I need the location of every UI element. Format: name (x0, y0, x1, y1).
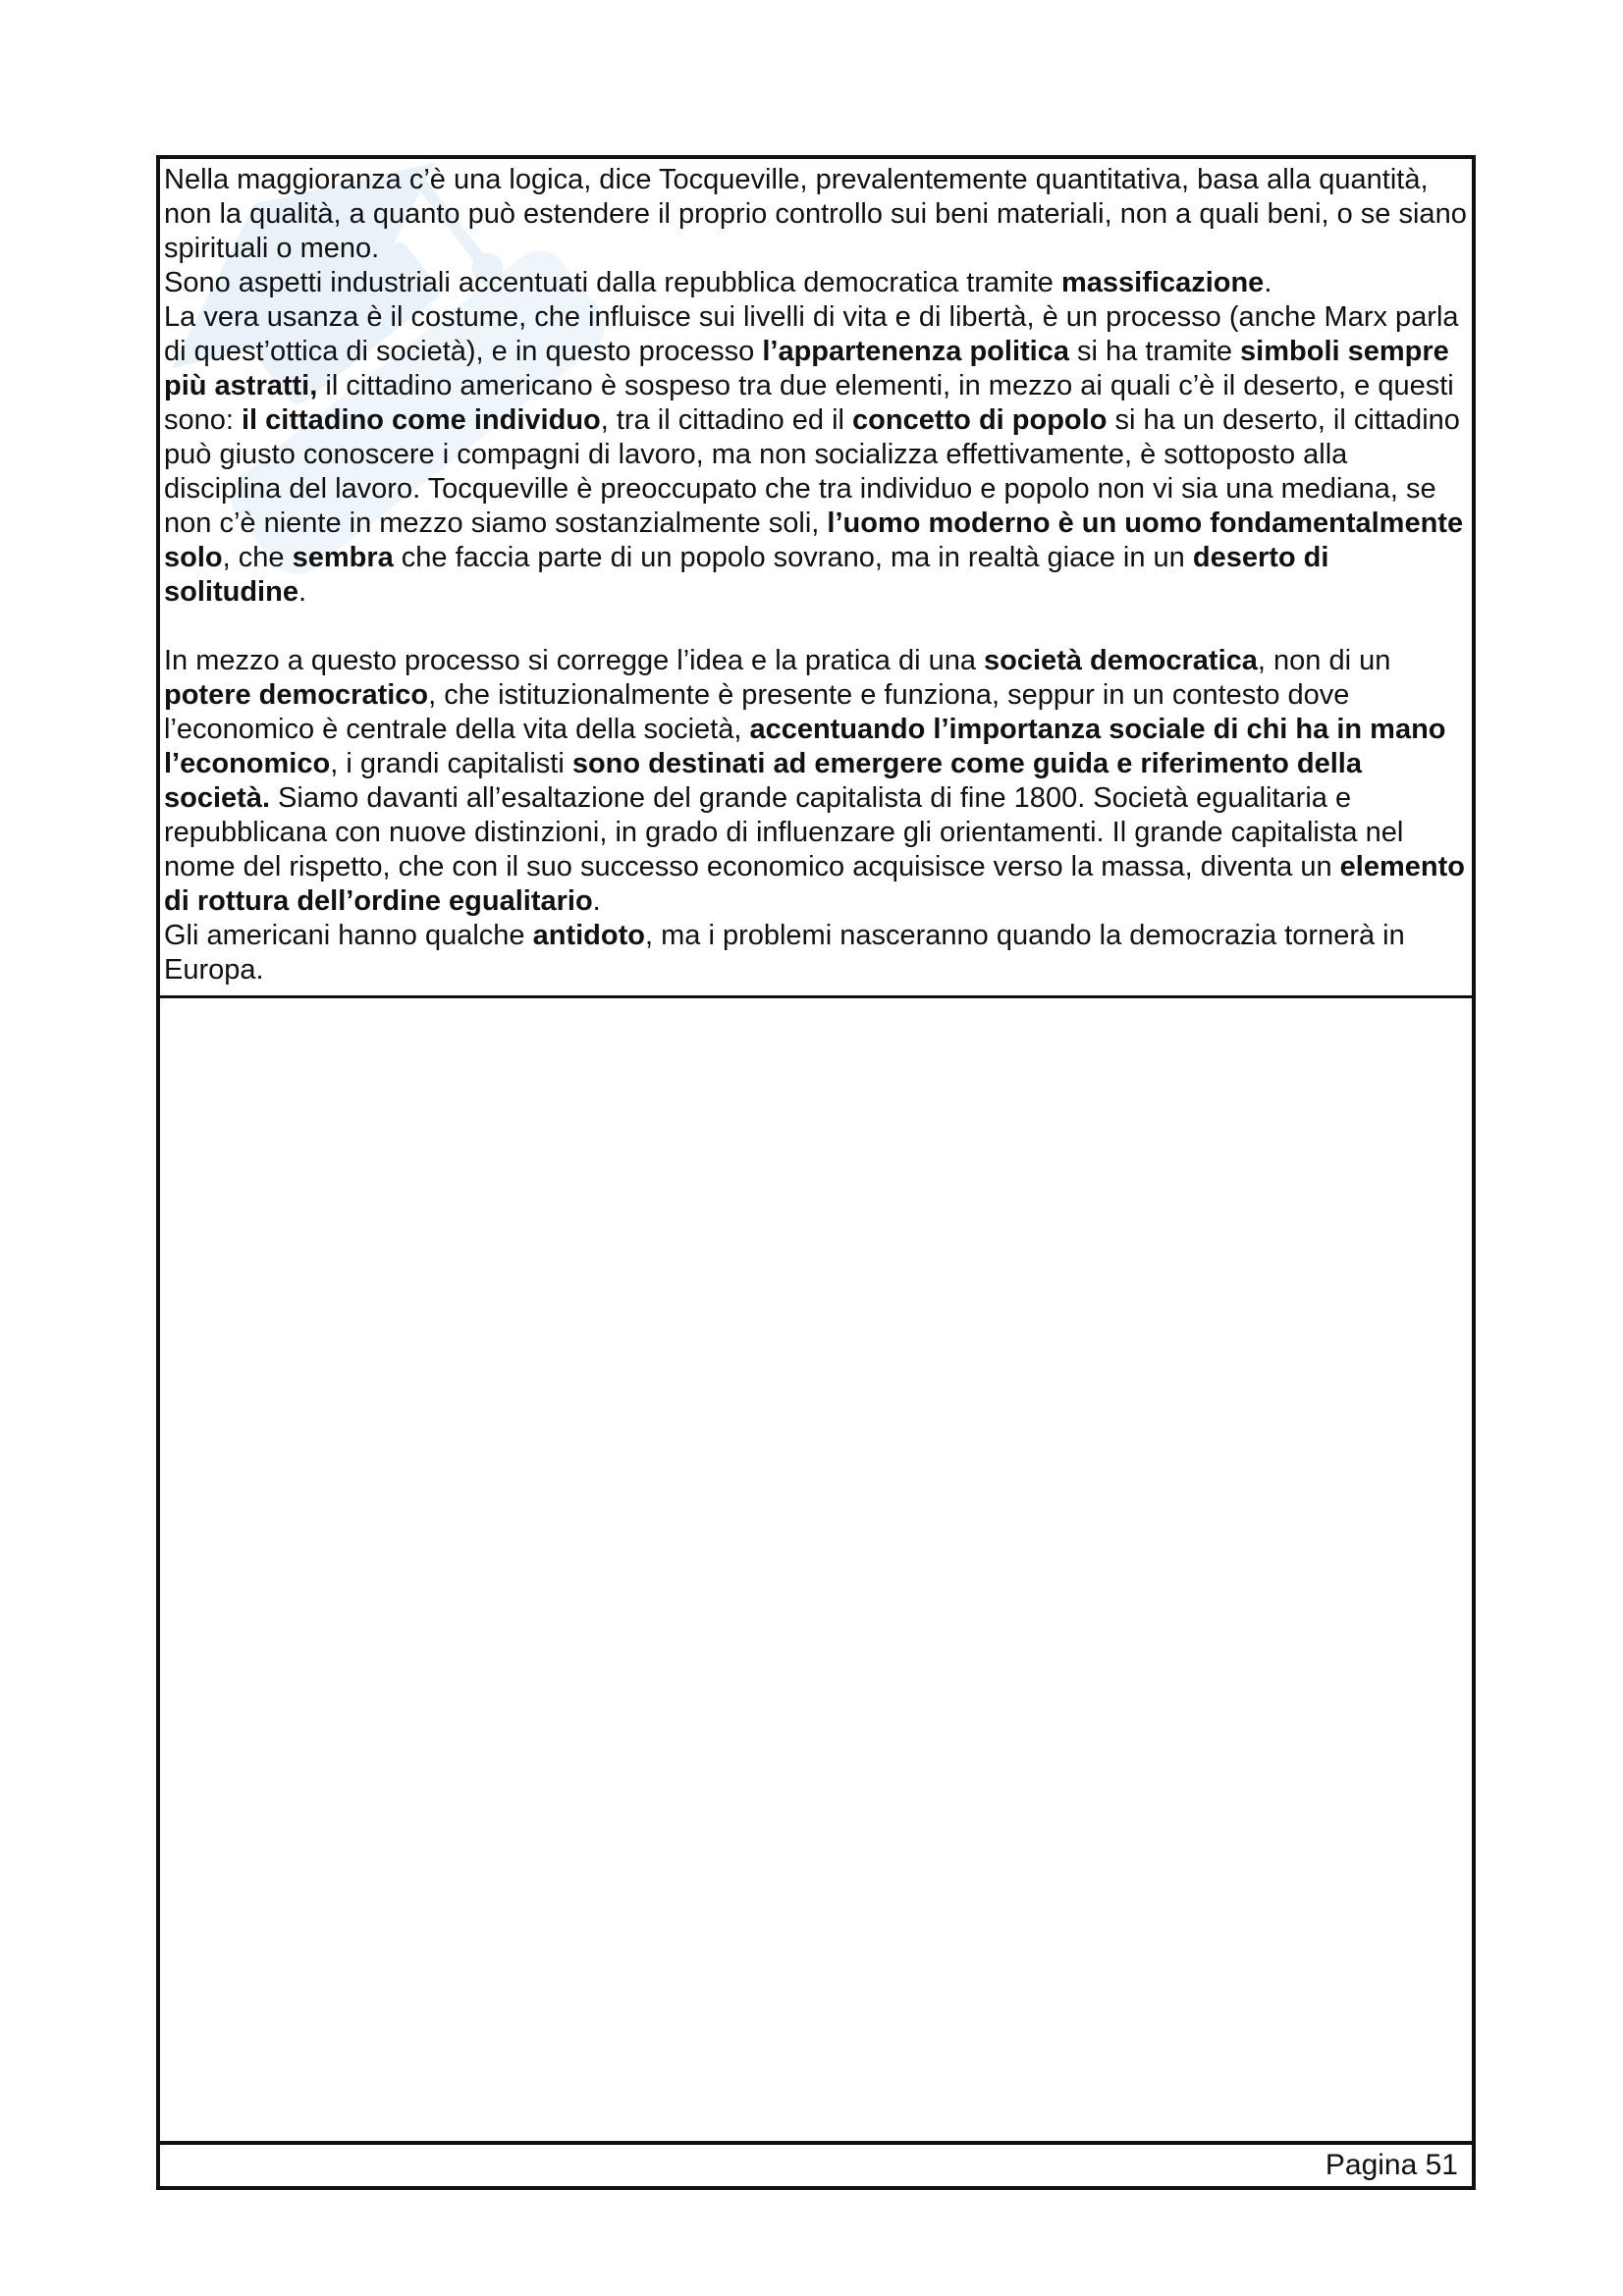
text-span: , ma i problemi nasceranno quando la democrazia tornerà in Europa. (164, 920, 1405, 986)
bold-text: antidoto (532, 920, 645, 951)
text-span: Gli americani hanno qualche (164, 920, 533, 951)
text-span: si ha tramite (1068, 336, 1241, 367)
text-span: Siamo davanti all’esaltazione del grande capitalista di fine 1800. Società egualitaria e repubblicana con nuove distinzioni, in grado di influenzare gli orientamenti. Il grande capitalista nel nome del rispetto, che con il suo successo economico acquisisce verso la massa, diventa un (164, 782, 1404, 882)
bold-text: accentuando l’importanza sociale di chi ha in mano l’economico (164, 714, 1446, 779)
bold-text: sono destinati ad emergere come guida e riferimento della società. (164, 748, 1362, 814)
bold-text: il cittadino come individuo (242, 404, 601, 436)
text-span: che faccia parte di un popolo sovrano, ma in realtà giace in un (393, 542, 1193, 573)
bold-text: l’uomo moderno è un uomo fondamentalmente solo (164, 507, 1464, 573)
paragraph-2 (164, 644, 1468, 988)
bold-text: concetto di popolo (852, 404, 1108, 436)
text-span: In mezzo a questo processo si corregge l’idea e la pratica di una (164, 645, 985, 676)
text-span: Nella maggioranza c’è una logica, dice Tocqueville, prevalentemente quantitativa, basa alla quantità, non la qualità, a quanto può estendere il proprio controllo sui beni materiali, non a quali beni, o se siano spirituali o meno. (164, 164, 1467, 264)
bold-text: deserto di solitudine (164, 542, 1329, 608)
text-span: , tra il cittadino ed il (600, 404, 853, 436)
bold-text: potere democratico (164, 679, 429, 711)
text-span: Sono aspetti industriali accentuati dalla repubblica democratica tramite (164, 267, 1061, 298)
bold-text: massificazione (1061, 267, 1265, 298)
text-span: . (298, 576, 307, 608)
bold-text: elemento di rottura dell’ordine egualitario (164, 851, 1465, 917)
bold-text: società democratica (984, 645, 1258, 676)
text-span: , che (222, 542, 293, 573)
text-span: il cittadino americano è sospeso tra due elementi, in mezzo ai quali c’è il deserto, e questi sono: (164, 370, 1454, 436)
bold-text: simboli sempre più astratti, (164, 336, 1449, 401)
page-number: Pagina 51 (1325, 2149, 1458, 2181)
paragraph-1 (164, 163, 1468, 610)
text-span: . (1264, 267, 1272, 298)
text-span: . (592, 885, 601, 917)
paragraph-spacer (164, 610, 1468, 644)
text-span: , non di un (1257, 645, 1391, 676)
page-frame (156, 155, 1476, 2190)
text-span: , che istituzionalmente è presente e funziona, seppur in un contesto dove l’economico è centrale della vita della società, (164, 679, 1350, 745)
page-footer (160, 2141, 1472, 2186)
text-box (160, 159, 1472, 998)
bold-text: sembra (292, 542, 394, 573)
bold-text: l’appartenenza politica (762, 336, 1069, 367)
text-span: La vera usanza è il costume, che influisce sui livelli di vita e di libertà, è un processo (anche Marx parla di quest’ottica di società), e in questo processo (164, 301, 1459, 367)
text-span: si ha un deserto, il cittadino può giusto conoscere i compagni di lavoro, ma non socializza effettivamente, è sottoposto alla disciplina del lavoro. Tocqueville è preoccupato che tra individuo e popolo non vi sia una mediana, se non c’è niente in mezzo siamo sostanzialmente soli, (164, 404, 1460, 539)
text-span: , i grandi capitalisti (330, 748, 572, 779)
